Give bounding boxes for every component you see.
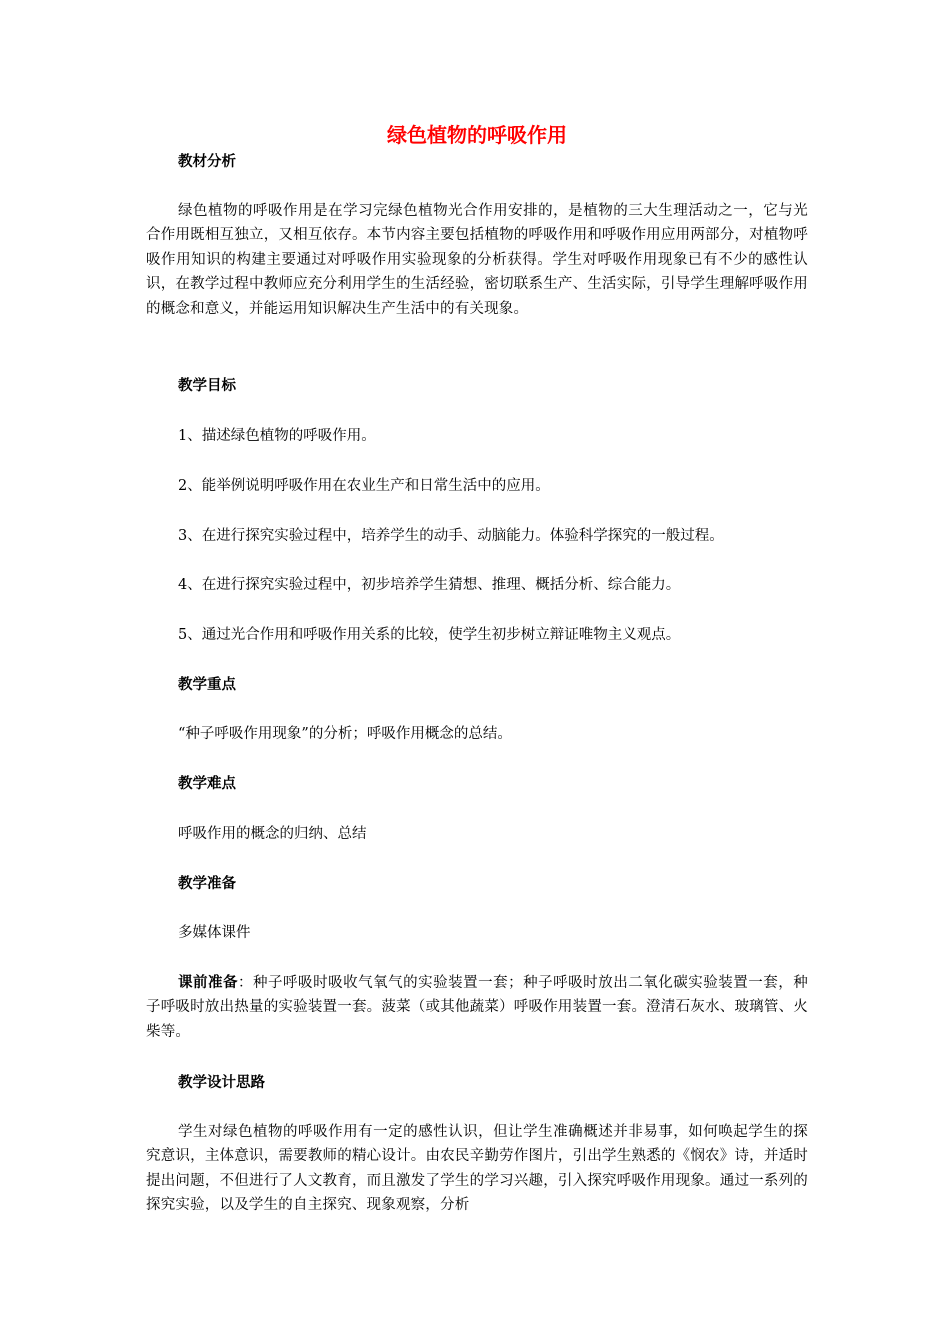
section-heading-difficulties: 教学难点 xyxy=(178,776,236,792)
difficulties-text: 呼吸作用的概念的归纳、总结 xyxy=(178,826,367,842)
section-heading-goals: 教学目标 xyxy=(178,378,236,394)
pre-class-paragraph xyxy=(146,971,808,1044)
section-heading-preparation: 教学准备 xyxy=(178,876,236,892)
goal-item-4: 4、在进行探究实验过程中，初步培养学生猜想、推理、概括分析、综合能力。 xyxy=(178,577,681,593)
pre-class-label: 课前准备 xyxy=(178,975,239,991)
document-title: 绿色植物的呼吸作用 xyxy=(387,123,567,147)
section-heading-analysis: 教材分析 xyxy=(178,154,236,170)
section-heading-key-points: 教学重点 xyxy=(178,677,236,693)
goal-item-1: 1、描述绿色植物的呼吸作用。 xyxy=(178,428,376,444)
preparation-text: 多媒体课件 xyxy=(178,925,251,941)
pre-class-body: ：种子呼吸时吸收气氧气的实验装置一套；种子呼吸时放出二氧化碳实验装置一套，种子呼吸时放出热量的实验装置一套。菠菜（或其他蔬菜）呼吸作用装置一套。澄清石灰水、玻璃管、火柴等。 xyxy=(146,975,808,1040)
design-paragraph: 学生对绿色植物的呼吸作用有一定的感性认识，但让学生准确概述并非易事，如何唤起学生的探究意识，主体意识，需要教师的精心设计。由农民辛勤劳作图片，引出学生熟悉的《悯农》诗，并适时提出问题，不但进行了人文教育，而且激发了学生的学习兴趣，引入探究呼吸作用现象。通过一系列的探究实验，以及学生的自主探究、现象观察，分析 xyxy=(146,1124,808,1214)
key-points-text: “种子呼吸作用现象”的分析；呼吸作用概念的总结。 xyxy=(178,726,512,742)
goal-item-2: 2、能举例说明呼吸作用在农业生产和日常生活中的应用。 xyxy=(178,478,550,494)
section-heading-design: 教学设计思路 xyxy=(178,1075,265,1091)
analysis-paragraph: 绿色植物的呼吸作用是在学习完绿色植物光合作用安排的，是植物的三大生理活动之一，它与光合作用既相互独立，又相互依存。本节内容主要包括植物的呼吸作用和呼吸作用应用两部分，对植物呼吸作用知识的构建主要通过对呼吸作用实验现象的分析获得。学生对呼吸作用现象已有不少的感性认识，在教学过程中教师应充分利用学生的生活经验，密切联系生产、生活实际，引导学生理解呼吸作用的概念和意义，并能运用知识解决生产生活中的有关现象。 xyxy=(146,203,808,317)
goal-item-3: 3、在进行探究实验过程中，培养学生的动手、动脑能力。体验科学探究的一般过程。 xyxy=(178,528,724,544)
goal-item-5: 5、通过光合作用和呼吸作用关系的比较，使学生初步树立辩证唯物主义观点。 xyxy=(178,627,681,643)
